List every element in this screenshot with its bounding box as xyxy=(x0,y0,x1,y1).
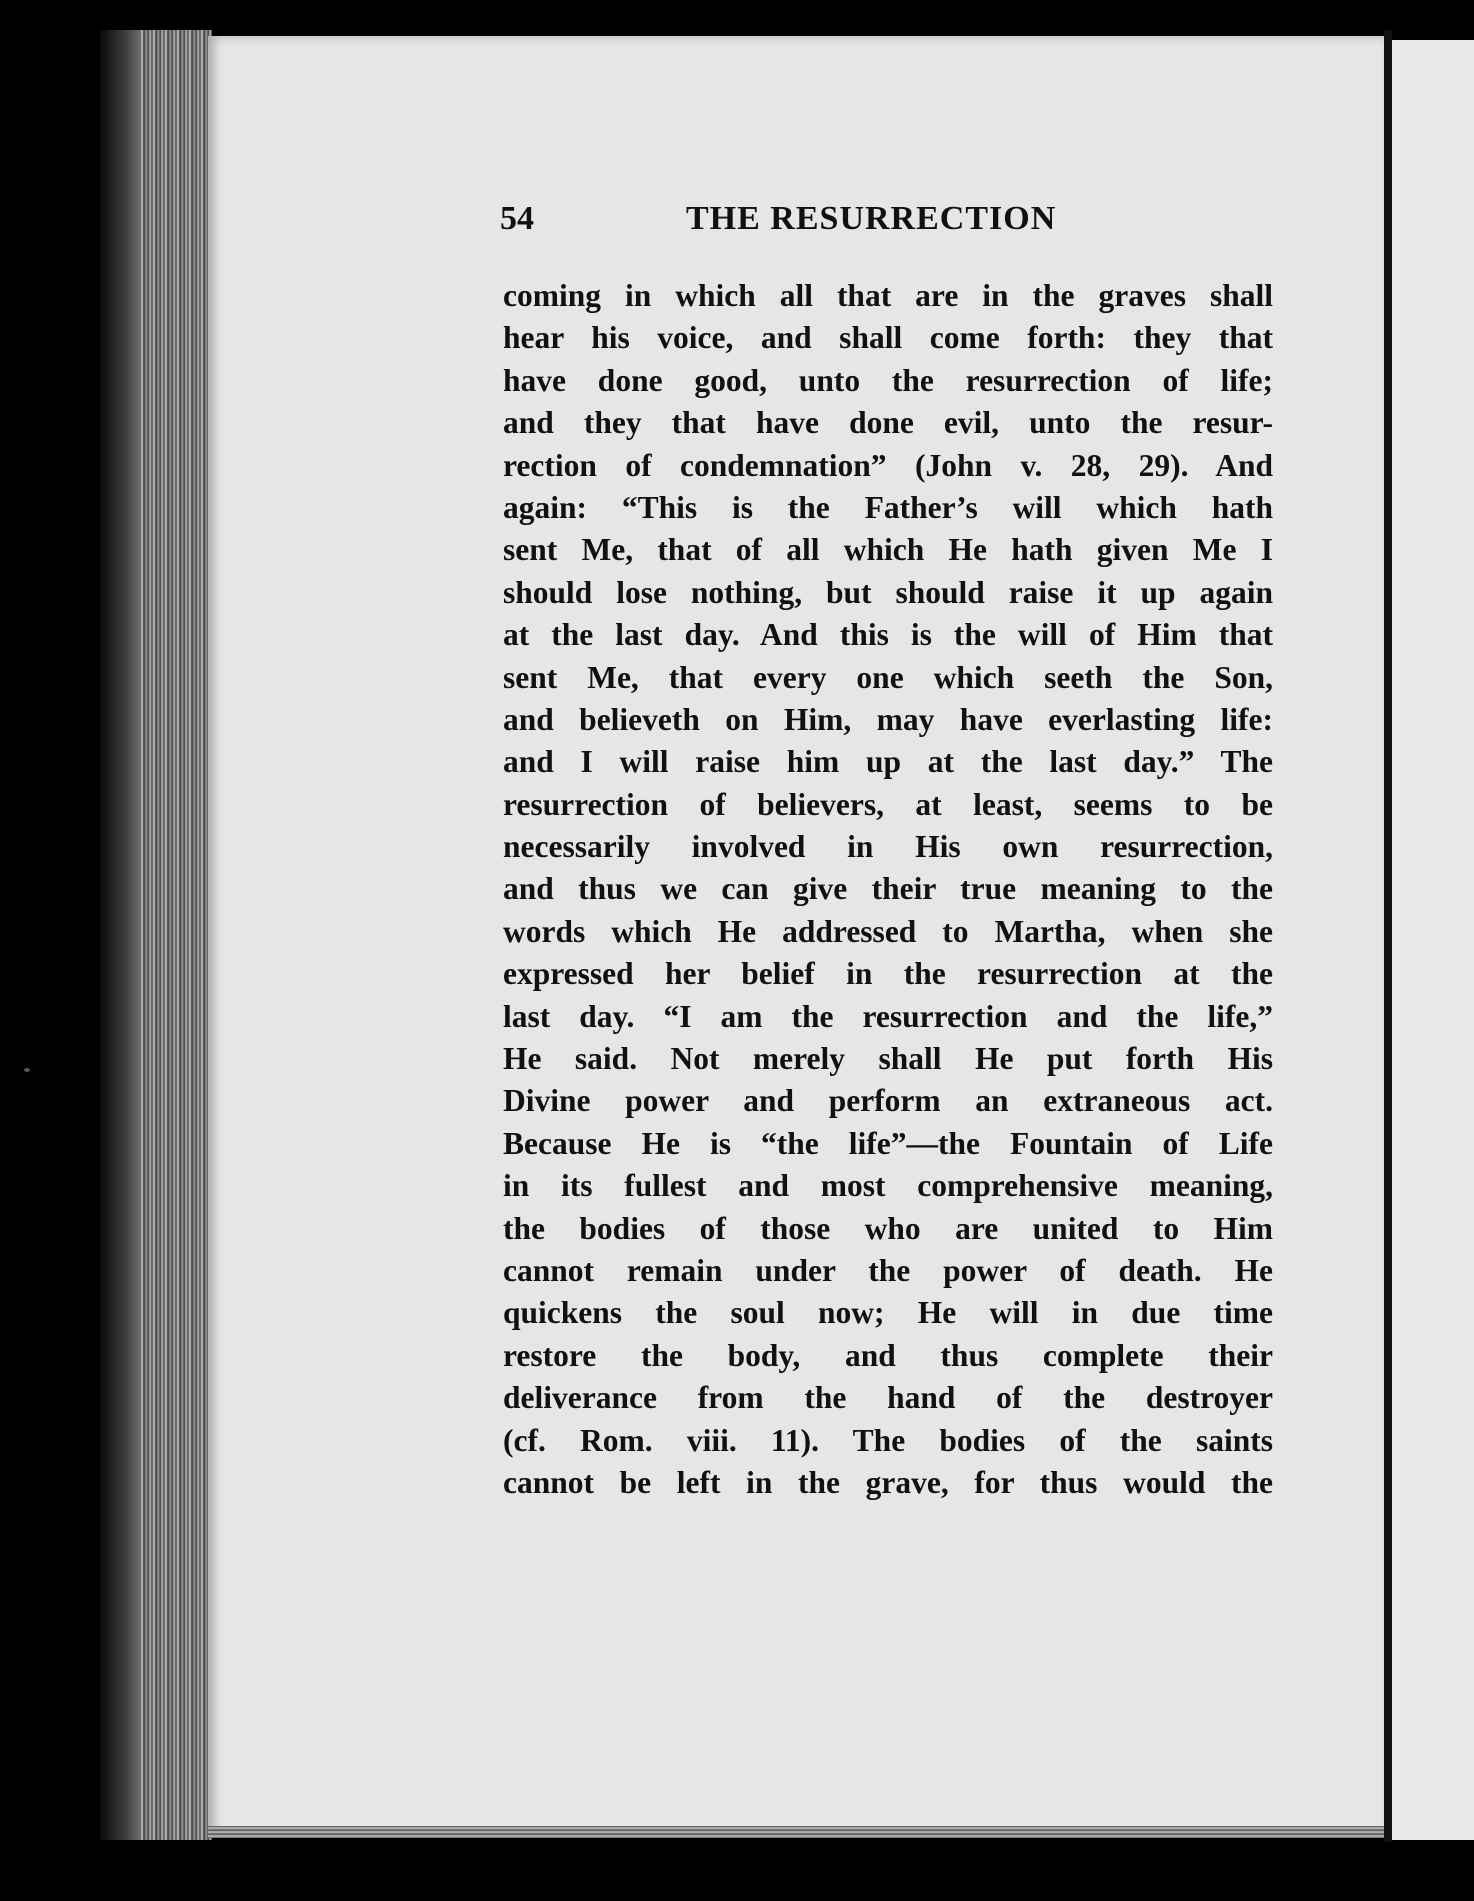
text-line: and thus we can give their true meaning to the xyxy=(503,871,1273,907)
text-line: deliverance from the hand of the destroyer xyxy=(503,1380,1273,1416)
facing-page-edge xyxy=(1392,40,1474,1840)
text-line: coming in which all that are in the graves shall xyxy=(503,278,1273,313)
running-header xyxy=(500,200,1070,244)
book-spine-shadow xyxy=(100,30,140,1840)
text-line: the bodies of those who are united to Him xyxy=(503,1210,1273,1246)
text-line: have done good, unto the resurrection of life; xyxy=(503,362,1273,398)
text-line: hear his voice, and shall come forth: they that xyxy=(503,320,1273,356)
text-line: necessarily involved in His own resurrection, xyxy=(503,829,1273,865)
text-line: sent Me, that of all which He hath given Me I xyxy=(503,532,1273,568)
text-line: expressed her belief in the resurrection at the xyxy=(503,956,1273,992)
body-text xyxy=(503,275,1273,1504)
page-gutter xyxy=(1384,30,1392,1842)
text-line: resurrection of believers, at least, seems to be xyxy=(503,786,1273,822)
text-line: last day. “I am the resurrection and the life,” xyxy=(503,998,1273,1034)
page-number: 54 xyxy=(500,200,534,237)
text-line: should lose nothing, but should raise it up again xyxy=(503,574,1273,610)
text-line: cannot be left in the grave, for thus would the xyxy=(503,1464,1273,1500)
text-line: Because He is “the life”—the Fountain of Life xyxy=(503,1125,1273,1161)
text-line: words which He addressed to Martha, when she xyxy=(503,913,1273,949)
text-line: at the last day. And this is the will of Him that xyxy=(503,617,1273,653)
page-bottom-edge xyxy=(208,1826,1384,1838)
text-line: Divine power and perform an extraneous act. xyxy=(503,1083,1273,1119)
text-line: He said. Not merely shall He put forth His xyxy=(503,1041,1273,1077)
text-line: and believeth on Him, may have everlasting life: xyxy=(503,701,1273,737)
text-line: again: “This is the Father’s will which hath xyxy=(503,489,1273,525)
text-line: cannot remain under the power of death. He xyxy=(503,1252,1273,1288)
text-line: restore the body, and thus complete their xyxy=(503,1337,1273,1373)
text-line: sent Me, that every one which seeth the Son, xyxy=(503,659,1273,695)
text-line: quickens the soul now; He will in due time xyxy=(503,1295,1273,1331)
text-line: rection of condemnation” (John v. 28, 29). And xyxy=(503,447,1273,483)
text-line: and I will raise him up at the last day.” The xyxy=(503,744,1273,780)
dust-speck xyxy=(24,1068,30,1072)
running-head-title: THE RESURRECTION xyxy=(686,200,1057,237)
text-line: and they that have done evil, unto the resur- xyxy=(503,405,1273,441)
text-line: in its fullest and most comprehensive meaning, xyxy=(503,1168,1273,1204)
text-line: (cf. Rom. viii. 11). The bodies of the saints xyxy=(503,1422,1273,1458)
